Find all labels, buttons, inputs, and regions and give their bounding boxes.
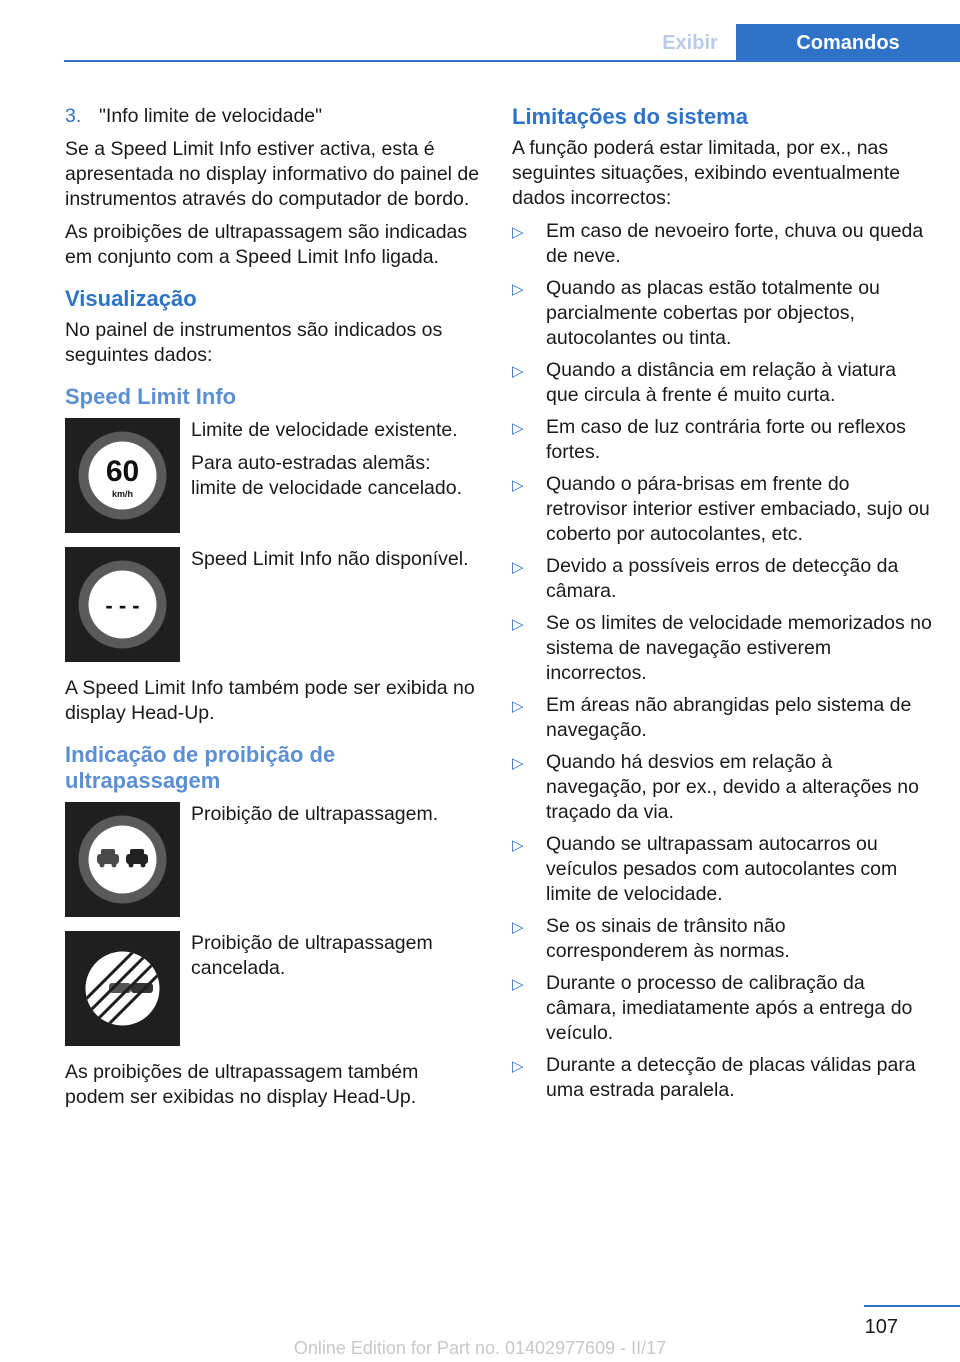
sign-speed-unit: km/h	[111, 489, 134, 499]
right-column	[512, 104, 932, 1110]
paragraph: Se a Speed Limit Info estiver activa, esta é apresentada no display informativo do painel de instrumentos através do computador de bordo.	[65, 138, 480, 210]
numbered-item-3	[65, 104, 480, 129]
heading-proibicao: Indicação de proibição de ultrapassagem	[65, 742, 336, 793]
sign-row-60	[65, 418, 480, 533]
page-number: 107	[864, 1316, 898, 1338]
sign-row-unavailable	[65, 547, 480, 662]
heading-visualizacao: Visualização	[65, 286, 197, 311]
heading-limitacoes: Limitações do sistema	[512, 104, 748, 129]
speed-limit-unavailable-sign-icon	[65, 547, 180, 662]
bullet-icon: ▷	[512, 363, 524, 380]
bullet-icon: ▷	[512, 837, 524, 854]
bullet-icon: ▷	[512, 976, 524, 993]
list-item: ▷ Durante a detecção de placas válidas para uma estrada paralela.	[512, 1054, 916, 1101]
sign-caption: Para auto-estradas alemãs: limite de velocidade cancelado.	[191, 452, 463, 499]
bullet-icon: ▷	[512, 420, 524, 437]
list-item: ▷ Quando se ultrapassam autocarros ou veículos pesados com autocolantes com limite de velocidade.	[512, 833, 898, 905]
list-item: ▷ Se os limites de velocidade memorizados no sistema de navegação estiverem incorrectos.	[512, 612, 932, 684]
sign-caption: Proibição de ultrapassagem.	[191, 803, 439, 825]
heading-speed-limit-info: Speed Limit Info	[65, 384, 237, 409]
sign-caption: Proibição de ultrapassagem cancelada.	[191, 932, 433, 979]
list-item: ▷ Quando o pára-brisas em frente do retrovisor interior estiver embaciado, sujo ou coberto por autocolantes, etc.	[512, 473, 930, 545]
sign-row-no-overtaking-end	[65, 931, 480, 1046]
bullet-icon: ▷	[512, 1058, 524, 1075]
list-item: ▷ Se os sinais de trânsito não corresponderem às normas.	[512, 915, 790, 962]
list-item: ▷ Em caso de nevoeiro forte, chuva ou queda de neve.	[512, 220, 924, 267]
sign-speed-number: 60	[105, 455, 140, 488]
bullet-icon: ▷	[512, 755, 524, 772]
sign-dashes: - - -	[105, 593, 140, 618]
footer-rule	[864, 1305, 960, 1307]
paragraph: As proibições de ultrapassagem também podem ser exibidas no display Head-Up.	[65, 1061, 419, 1108]
list-item: ▷ Em caso de luz contrária forte ou reflexos fortes.	[512, 416, 906, 463]
sign-row-no-overtaking	[65, 802, 480, 917]
item-text: "Info limite de velocidade"	[99, 105, 323, 127]
limitations-list	[512, 219, 932, 1103]
paragraph: A Speed Limit Info também pode ser exibida no display Head-Up.	[65, 677, 475, 724]
list-item: ▷ Quando as placas estão totalmente ou parcialmente cobertas por objectos, autocolantes ou tinta.	[512, 277, 880, 349]
list-item: ▷ Devido a possíveis erros de detecção da câmara.	[512, 555, 899, 602]
paragraph: A função poderá estar limitada, por ex., nas seguintes situações, exibindo eventualmente dados incorrectos:	[512, 137, 901, 209]
bullet-icon: ▷	[512, 477, 524, 494]
list-item: ▷ Em áreas não abrangidas pelo sistema de navegação.	[512, 694, 912, 741]
bullet-icon: ▷	[512, 559, 524, 576]
sign-caption: Limite de velocidade existente.	[191, 419, 458, 441]
bullet-icon: ▷	[512, 616, 524, 633]
tab-comandos[interactable]: Comandos	[736, 24, 960, 62]
edition-footer: Online Edition for Part no. 01402977609 - II/17	[293, 1338, 667, 1358]
list-item: ▷ Durante o processo de calibração da câmara, imediatamente após a entrega do veículo.	[512, 972, 913, 1044]
paragraph: No painel de instrumentos são indicados os seguintes dados:	[65, 319, 443, 366]
bullet-icon: ▷	[512, 698, 524, 715]
end-no-overtaking-sign-icon	[65, 931, 180, 1046]
speed-limit-60-sign-icon	[65, 418, 180, 533]
sign-caption: Speed Limit Info não disponível.	[191, 548, 469, 570]
item-number: 3.	[65, 105, 82, 127]
no-overtaking-sign-icon	[65, 802, 180, 917]
list-item: ▷ Quando a distância em relação à viatura que circula à frente é muito curta.	[512, 359, 897, 406]
bullet-icon: ▷	[512, 919, 524, 936]
bullet-icon: ▷	[512, 281, 524, 298]
list-item: ▷ Quando há desvios em relação à navegação, por ex., devido a alterações no traçado da via.	[512, 751, 919, 823]
left-column	[65, 104, 480, 1118]
paragraph: As proibições de ultrapassagem são indicadas em conjunto com a Speed Limit Info ligada.	[65, 221, 468, 268]
bullet-icon: ▷	[512, 224, 524, 241]
tab-exibir[interactable]: Exibir	[662, 31, 718, 54]
